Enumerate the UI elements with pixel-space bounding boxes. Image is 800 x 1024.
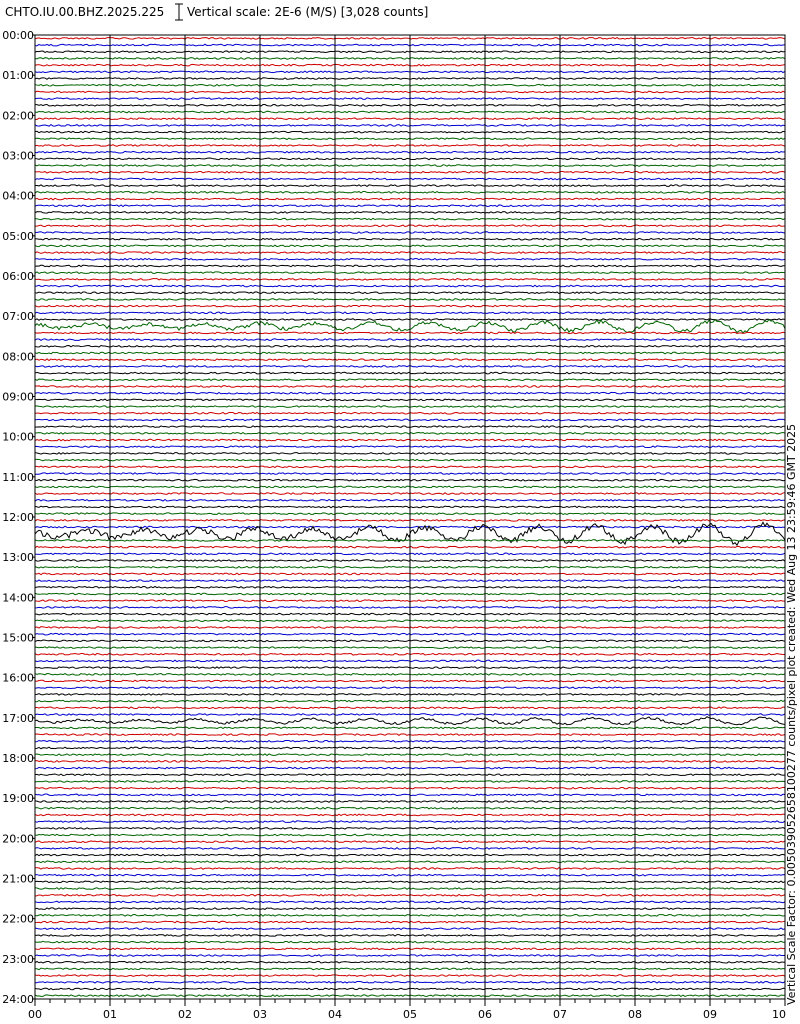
y-tick-label: 12:00 <box>2 511 34 524</box>
y-tick-label: 11:00 <box>2 470 34 484</box>
y-tick-label: 04:00 <box>2 189 34 203</box>
vertical-scale-label: Vertical scale: 2E-6 (M/S) [3,028 counts] <box>187 5 429 19</box>
hour-labels <box>2 29 35 1006</box>
y-tick-label: 03:00 <box>2 149 34 163</box>
y-tick-label: 18:00 <box>2 752 34 765</box>
x-tick-label: 04 <box>328 1008 342 1021</box>
x-tick-label: 10 <box>772 1008 786 1021</box>
y-tick-label: 24:00 <box>2 993 34 1006</box>
y-tick-label: 09:00 <box>2 390 34 404</box>
minute-labels <box>28 1008 786 1021</box>
y-tick-label: 10:00 <box>2 430 34 444</box>
y-tick-label: 17:00 <box>2 711 34 725</box>
y-tick-label: 00:00 <box>2 29 34 42</box>
y-tick-label: 06:00 <box>2 270 34 283</box>
plot-caption: Vertical Scale Factor: 0.005039052658100277 counts/pixel plot created: Wed Aug 13 23:59:46 GMT 2025 <box>785 423 798 1005</box>
x-tick-label: 02 <box>178 1008 192 1021</box>
y-tick-label: 23:00 <box>2 952 34 966</box>
scale-bar-icon <box>175 4 183 20</box>
y-tick-label: 21:00 <box>2 872 34 886</box>
x-tick-label: 01 <box>103 1008 117 1021</box>
x-tick-label: 08 <box>628 1008 642 1021</box>
y-tick-label: 19:00 <box>2 792 34 806</box>
x-tick-label: 09 <box>703 1008 717 1021</box>
y-tick-label: 14:00 <box>2 591 34 605</box>
x-tick-label: 07 <box>553 1008 567 1021</box>
y-tick-label: 20:00 <box>2 832 34 846</box>
x-tick-label: 03 <box>253 1008 267 1021</box>
y-tick-label: 15:00 <box>2 631 34 645</box>
y-tick-label: 02:00 <box>2 109 34 123</box>
y-tick-label: 16:00 <box>2 671 34 685</box>
y-tick-label: 13:00 <box>2 551 34 565</box>
station-label: CHTO.IU.00.BHZ.2025.225 <box>5 5 165 19</box>
x-tick-label: 00 <box>28 1008 42 1021</box>
y-tick-label: 01:00 <box>2 69 34 83</box>
x-tick-label: 05 <box>403 1008 417 1021</box>
y-tick-label: 05:00 <box>2 229 34 243</box>
x-tick-label: 06 <box>478 1008 492 1021</box>
y-tick-label: 22:00 <box>2 912 34 926</box>
y-tick-label: 07:00 <box>2 310 34 324</box>
y-tick-label: 08:00 <box>2 350 34 364</box>
